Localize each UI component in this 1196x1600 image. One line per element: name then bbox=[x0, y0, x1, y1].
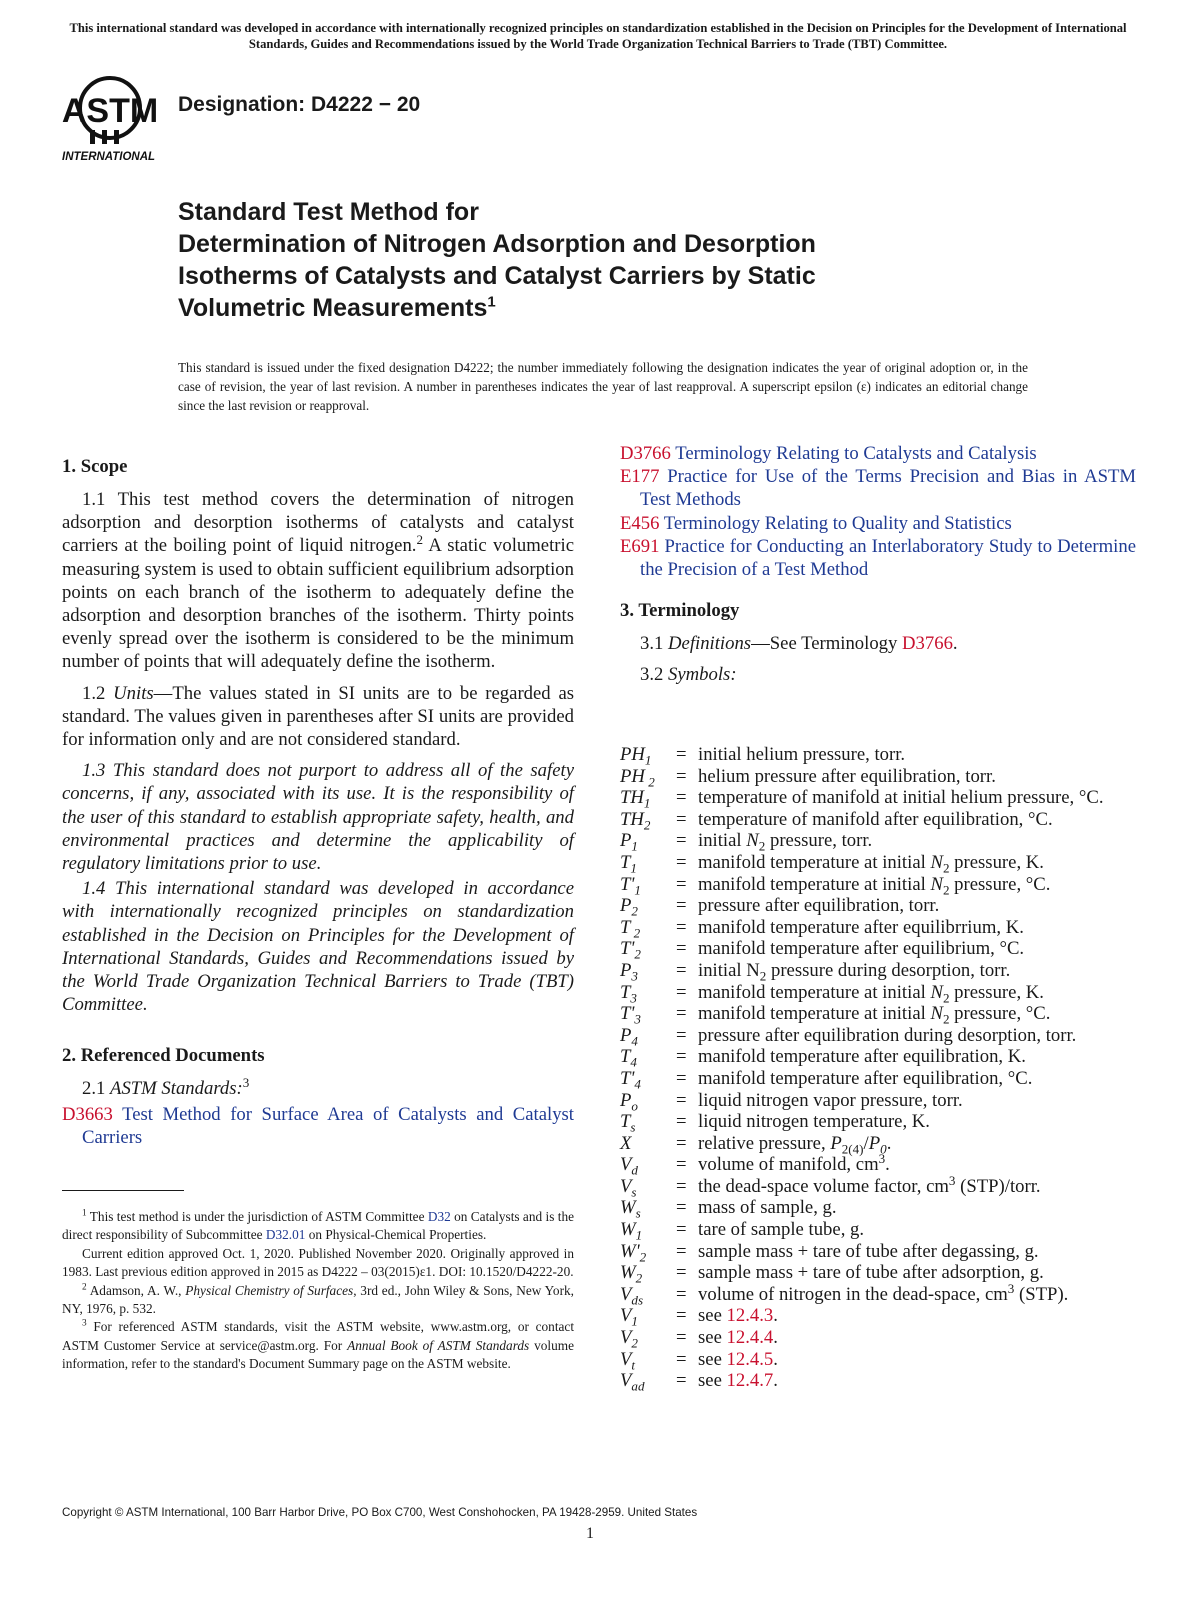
symbol-row: $W_1$ = tare of sample tube, g. bbox=[620, 1219, 865, 1243]
symbol-row: $T'_2$ = manifold temperature after equilibrium, °C. bbox=[620, 938, 1025, 963]
scope-para-3: 1.3 This standard does not purport to address all of the safety concerns, if any, associated with its use. It is the responsibility of the user of this standard to establish appropriate safety, health, and environmental practices and determine the applicability of regulatory limitations prior to use. bbox=[62, 760, 574, 875]
ref-item-e456[interactable]: E456 Terminology Relating to Quality and Statistics bbox=[620, 512, 1012, 534]
link-12-4-4[interactable]: 12.4.4 bbox=[726, 1327, 774, 1349]
symbol-row: $T'_1$ = manifold temperature at initial $N_2$ pressure, °C. bbox=[620, 873, 1051, 898]
footnote-1: $^1$ This test method is under the jurisdiction of ASTM Committee D32 on Catalysts and is the direct responsibility of Subcommittee D32.01 on Physical-Chemical Properties. bbox=[62, 1208, 574, 1243]
symbol-row: $V_s$ = the dead-space volume factor, $cm^3$ (STP)/torr. bbox=[620, 1172, 1041, 1200]
terminology-heading: 3. Terminology bbox=[620, 600, 740, 622]
symbol-row: X = relative pressure, $P_{2(4)}/P_0$. bbox=[620, 1132, 892, 1157]
footnote-3: $^3$ For referenced ASTM standards, visit the ASTM website, www.astm.org, or contact ASTM Customer Service at service@astm.org. For Annual Book of ASTM Standards volume information, refer to the standard's Document Summary page on the ASTM website. bbox=[62, 1319, 575, 1372]
page-number: 1 bbox=[586, 1525, 594, 1542]
terminology-symbols: 3.2 Symbols: bbox=[640, 664, 737, 686]
symbol-row: $P_2$ = pressure after equilibration, torr. bbox=[620, 895, 940, 919]
symbol-row: $T_s$ = liquid nitrogen temperature, K. bbox=[620, 1111, 930, 1135]
astm-logo bbox=[62, 72, 166, 164]
ref-item-e691[interactable]: E691 Practice for Conducting an Interlaboratory Study to Determine the Precision of a Test Method bbox=[620, 535, 1136, 581]
symbol-row: $P_o$ = liquid nitrogen vapor pressure, torr. bbox=[620, 1089, 963, 1114]
left-column bbox=[62, 455, 574, 1149]
symbol-row: $V_2$ = see 12.4.4. bbox=[620, 1327, 778, 1351]
header-notice: This international standard was developed in accordance with internationally recognized principles on standardization established in the Decision on Principles for the Development of International Standards, Guides and Recommendations issued by the World Trade Organization Technical Barriers to Trade (TBT) Committee. bbox=[69, 21, 1127, 51]
scope-para-2: 1.2 Units—The values stated in SI units are to be regarded as standard. The values given in parentheses after SI units are provided for information only and are not considered standard. bbox=[62, 682, 575, 751]
symbol-row: $T_1$ = manifold temperature at initial $N_2$ pressure, K. bbox=[620, 851, 1044, 876]
symbol-row: $P_3$ = initial $N_2$ pressure during desorption, torr. bbox=[620, 959, 1011, 984]
symbol-row: $V_{ds}$ = volume of nitrogen in the dead-space, $cm^3$ (STP). bbox=[620, 1280, 1069, 1308]
scope-heading: 1. Scope bbox=[62, 456, 128, 477]
symbol-row: $W'_2$ = sample mass + tare of tube after degassing, g. bbox=[620, 1240, 1039, 1265]
ref-item-d3663[interactable]: D3663 Test Method for Surface Area of Catalysts and Catalyst Carriers bbox=[62, 1103, 574, 1148]
symbol-row: T $_2$ = manifold temperature after equilibrrium, K. bbox=[620, 916, 1024, 941]
symbol-row: $P_4$ = pressure after equilibration during desorption, torr. bbox=[620, 1024, 1077, 1049]
symbol-row: $T_4$ = manifold temperature after equilibration, K. bbox=[620, 1046, 1026, 1071]
footnote-2: $^2$ Adamson, A. W., Physical Chemistry of Surfaces, 3rd ed., John Wiley & Sons, New York, NY, 1976, p. 532. bbox=[62, 1282, 574, 1317]
issued-note: This standard is issued under the fixed designation D4222; the number immediately following the designation indicates the year of original adoption or, in the case of revision, the year of last revision. A number in parentheses indicates the year of last reapproval. A superscript epsilon (ε) indicates an editorial change since the last revision or reapproval. bbox=[178, 360, 1028, 413]
link-d32-01[interactable]: D32.01 bbox=[265, 1227, 306, 1243]
link-d32[interactable]: D32 bbox=[427, 1209, 451, 1224]
link-12-4-7[interactable]: 12.4.7 bbox=[726, 1370, 774, 1392]
symbol-row: $PH_1$ = initial helium pressure, torr. bbox=[620, 744, 906, 768]
symbol-row: $T_3$ = manifold temperature at initial $N_2$ pressure, K. bbox=[620, 981, 1044, 1006]
footnotes bbox=[62, 1208, 574, 1374]
symbol-row: $V_d$ = volume of manifold, $cm^3$. bbox=[620, 1151, 890, 1179]
footnote-1-edition: Current edition approved Oct. 1, 2020. Published November 2020. Originally approved in 1983. Last previous edition approved in 2015 as D4222 – 03(2015)ε1. DOI: 10.1520/D4222-20. bbox=[62, 1245, 574, 1280]
refdocs-heading: 2. Referenced Documents bbox=[62, 1045, 265, 1067]
footnote-rule bbox=[62, 1190, 184, 1191]
symbol-row: $T'_4$ = manifold temperature after equilibration, °C. bbox=[620, 1067, 1033, 1092]
right-column bbox=[620, 442, 1136, 695]
link-d3766[interactable]: D3766 bbox=[902, 633, 953, 655]
copyright-line: Copyright © ASTM International, 100 Barr Harbor Drive, PO Box C700, West Conshohocken, PA 19428-2959. United States bbox=[62, 1506, 698, 1519]
refdocs-subheading: 2.1 ASTM Standards:$^3$ bbox=[82, 1075, 250, 1100]
symbol-row: $TH_2$ = temperature of manifold after equilibration, °C. bbox=[620, 808, 1053, 833]
ref-item-e177[interactable]: E177 Practice for Use of the Terms Precision and Bias in ASTM Test Methods bbox=[620, 466, 1136, 511]
symbol-row: $W_2$ = sample mass + tare of tube after adsorption, g. bbox=[620, 1262, 1044, 1286]
symbol-row: $V_1$ = see 12.4.3. bbox=[620, 1305, 778, 1330]
document-title: Standard Test Method for Determination of Nitrogen Adsorption and Desorption Isotherms of Catalysts and Catalyst Carriers by Static Volumetric Measurements$^1$ bbox=[178, 198, 816, 322]
symbol-row: $V_{ad}$ = see 12.4.7. bbox=[620, 1370, 778, 1394]
symbol-row: $V_t$ = see 12.4.5. bbox=[620, 1348, 778, 1373]
link-12-4-3[interactable]: 12.4.3 bbox=[726, 1305, 774, 1327]
symbol-row: PH $_2$ = helium pressure after equilibration, torr. bbox=[620, 765, 996, 790]
svg-text:ASTM: ASTM bbox=[62, 92, 159, 130]
scope-para-4: 1.4 This international standard was developed in accordance with internationally recognized principles on standardization established in the Decision on Principles for the Development of International Standards, Guides and Recommendations issued by the World Trade Organization Technical Barriers to Trade (TBT) Committee. bbox=[62, 878, 574, 1016]
symbol-row: $P_1$ = initial $N_2$ pressure, torr. bbox=[620, 830, 873, 855]
symbols-list bbox=[620, 744, 1140, 1392]
symbol-row: $W_s$ = mass of sample, g. bbox=[620, 1197, 837, 1222]
designation: Designation: D4222 − 20 bbox=[178, 93, 421, 116]
symbol-row: $T'_3$ = manifold temperature at initial $N_2$ pressure, °C. bbox=[620, 1003, 1051, 1027]
terminology-definitions: 3.1 Definitions—See Terminology D3766. bbox=[640, 633, 958, 655]
link-12-4-5[interactable]: 12.4.5 bbox=[726, 1348, 774, 1370]
logo-text: INTERNATIONAL bbox=[62, 151, 156, 163]
scope-para-1: 1.1 This test method covers the determination of nitrogen adsorption and desorption isotherms of catalysts and catalyst carriers at the boiling point of liquid nitrogen.$^2$ A static volumetric measuring system is used to obtain sufficient equilibrium adsorption points on each branch of the isotherm to adequately define the adsorption and desorption branches of the isotherm. Thirty points evenly spread over the isotherm is considered to be the minimum number of points that will adequately define the isotherm. bbox=[62, 489, 574, 673]
ref-item-d3766[interactable]: D3766 Terminology Relating to Catalysts and Catalysis bbox=[620, 443, 1037, 464]
symbol-row: $TH_1$ = temperature of manifold at initial helium pressure, °C. bbox=[620, 787, 1104, 811]
